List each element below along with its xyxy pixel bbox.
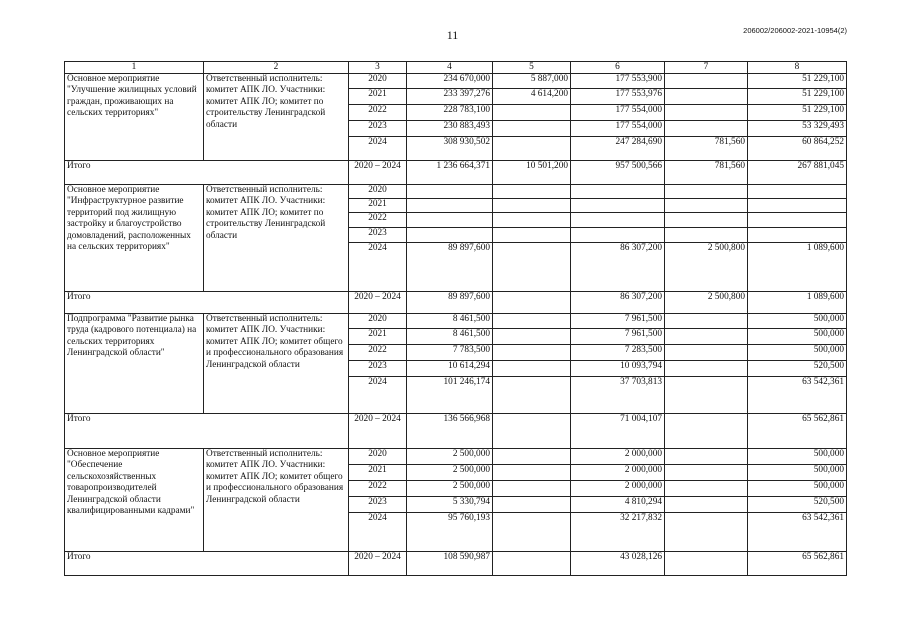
year-cell: 2024	[349, 513, 407, 552]
measure-description: Подпрограмма "Развитие рынка труда (кадрового потенциала) на сельских территориях Ленинградской области"	[65, 314, 204, 414]
total-other: 65 562,861	[748, 414, 847, 449]
regional-cell: 177 554,000	[571, 121, 665, 137]
total-label: Итого	[65, 161, 349, 185]
page-number: 11	[446, 28, 459, 42]
total-regional: 71 004,107	[571, 414, 665, 449]
total-row	[65, 414, 847, 449]
local-cell	[665, 314, 748, 329]
local-cell	[665, 465, 748, 481]
total-local: 781,560	[665, 161, 748, 185]
federal-cell	[493, 228, 571, 243]
total-years: 2020 – 2024	[349, 161, 407, 185]
table-row	[65, 314, 847, 329]
year-cell: 2020	[349, 449, 407, 465]
other-cell: 51 229,100	[748, 89, 847, 105]
local-cell	[665, 513, 748, 552]
regional-cell: 10 093,794	[571, 361, 665, 377]
total-cell: 230 883,493	[407, 121, 493, 137]
total-sum: 108 590,987	[407, 552, 493, 576]
regional-cell	[571, 199, 665, 213]
local-cell	[665, 449, 748, 465]
total-cell: 233 397,276	[407, 89, 493, 105]
total-cell: 10 614,294	[407, 361, 493, 377]
total-sum: 1 236 664,371	[407, 161, 493, 185]
federal-cell	[493, 361, 571, 377]
other-cell: 500,000	[748, 345, 847, 361]
year-cell: 2024	[349, 137, 407, 161]
executors-description: Ответственный исполнитель: комитет АПК ЛО. Участники: комитет АПК ЛО; комитет общего и профессионального образования Ленинградской области	[204, 314, 349, 414]
federal-cell	[493, 449, 571, 465]
total-cell	[407, 228, 493, 243]
total-cell: 101 246,174	[407, 377, 493, 414]
regional-cell: 177 553,900	[571, 74, 665, 89]
local-cell	[665, 213, 748, 228]
local-cell	[665, 185, 748, 199]
federal-cell	[493, 497, 571, 513]
local-cell	[665, 105, 748, 121]
total-years: 2020 – 2024	[349, 552, 407, 576]
table-row	[65, 449, 847, 465]
local-cell: 781,560	[665, 137, 748, 161]
local-cell	[665, 481, 748, 497]
regional-cell: 32 217,832	[571, 513, 665, 552]
federal-cell	[493, 105, 571, 121]
local-cell: 2 500,800	[665, 243, 748, 292]
total-label: Итого	[65, 552, 349, 576]
total-federal	[493, 552, 571, 576]
year-cell: 2022	[349, 345, 407, 361]
regional-cell: 4 810,294	[571, 497, 665, 513]
other-cell: 520,500	[748, 361, 847, 377]
other-cell	[748, 185, 847, 199]
total-row	[65, 552, 847, 576]
other-cell: 500,000	[748, 449, 847, 465]
year-cell: 2023	[349, 228, 407, 243]
total-regional: 86 307,200	[571, 292, 665, 314]
total-other: 65 562,861	[748, 552, 847, 576]
other-cell: 63 542,361	[748, 513, 847, 552]
total-cell: 5 330,794	[407, 497, 493, 513]
total-cell: 95 760,193	[407, 513, 493, 552]
column-header: 6	[571, 62, 665, 74]
federal-cell	[493, 121, 571, 137]
other-cell	[748, 228, 847, 243]
executors-description: Ответственный исполнитель: комитет АПК ЛО. Участники: комитет АПК ЛО; комитет общего и профессионального образования Ленинградской области	[204, 449, 349, 552]
year-cell: 2020	[349, 185, 407, 199]
regional-cell: 7 961,500	[571, 329, 665, 345]
other-cell	[748, 213, 847, 228]
other-cell: 500,000	[748, 465, 847, 481]
federal-cell	[493, 329, 571, 345]
year-cell: 2021	[349, 465, 407, 481]
total-row	[65, 161, 847, 185]
other-cell: 51 229,100	[748, 105, 847, 121]
other-cell: 53 329,493	[748, 121, 847, 137]
total-label: Итого	[65, 414, 349, 449]
year-cell: 2021	[349, 199, 407, 213]
total-sum: 89 897,600	[407, 292, 493, 314]
federal-cell	[493, 213, 571, 228]
total-cell: 308 930,502	[407, 137, 493, 161]
total-cell	[407, 199, 493, 213]
column-header: 1	[65, 62, 204, 74]
year-cell: 2022	[349, 105, 407, 121]
regional-cell: 177 553,976	[571, 89, 665, 105]
total-cell	[407, 185, 493, 199]
total-cell: 234 670,000	[407, 74, 493, 89]
total-cell: 8 461,500	[407, 329, 493, 345]
other-cell: 500,000	[748, 481, 847, 497]
regional-cell: 37 703,813	[571, 377, 665, 414]
other-cell: 500,000	[748, 329, 847, 345]
measure-description: Основное мероприятие "Улучшение жилищных условий граждан, проживающих на сельских территориях"	[65, 74, 204, 161]
local-cell	[665, 89, 748, 105]
other-cell: 51 229,100	[748, 74, 847, 89]
total-federal	[493, 292, 571, 314]
column-header: 2	[204, 62, 349, 74]
regional-cell: 247 284,690	[571, 137, 665, 161]
other-cell: 500,000	[748, 314, 847, 329]
measure-description: Основное мероприятие "Инфраструктурное развитие территорий под жилищную застройку и благоустройство домовладений, расположенных на сельских территориях"	[65, 185, 204, 292]
total-cell: 2 500,000	[407, 481, 493, 497]
total-years: 2020 – 2024	[349, 292, 407, 314]
column-header: 7	[665, 62, 748, 74]
column-header-row	[65, 62, 847, 74]
total-local: 2 500,800	[665, 292, 748, 314]
total-cell: 7 783,500	[407, 345, 493, 361]
total-row	[65, 292, 847, 314]
local-cell	[665, 121, 748, 137]
document-code: 206002/206002-2021-10954(2)	[743, 26, 847, 35]
year-cell: 2023	[349, 121, 407, 137]
year-cell: 2023	[349, 361, 407, 377]
total-local	[665, 552, 748, 576]
federal-cell	[493, 314, 571, 329]
regional-cell: 7 283,500	[571, 345, 665, 361]
other-cell: 60 864,252	[748, 137, 847, 161]
local-cell	[665, 377, 748, 414]
table-body	[65, 62, 847, 576]
year-cell: 2020	[349, 74, 407, 89]
federal-cell	[493, 199, 571, 213]
federal-cell	[493, 513, 571, 552]
federal-cell	[493, 377, 571, 414]
total-cell	[407, 213, 493, 228]
total-federal: 10 501,200	[493, 161, 571, 185]
year-cell: 2021	[349, 89, 407, 105]
table-row	[65, 185, 847, 199]
executors-description: Ответственный исполнитель: комитет АПК ЛО. Участники: комитет АПК ЛО; комитет по строительству Ленинградской области	[204, 74, 349, 161]
local-cell	[665, 345, 748, 361]
measure-description: Основное мероприятие "Обеспечение сельскохозяйственных товаропроизводителей Ленинградской области квалифицированными кадрами"	[65, 449, 204, 552]
total-cell: 89 897,600	[407, 243, 493, 292]
federal-cell	[493, 345, 571, 361]
federal-cell	[493, 481, 571, 497]
total-label: Итого	[65, 292, 349, 314]
year-cell: 2024	[349, 243, 407, 292]
regional-cell: 2 000,000	[571, 481, 665, 497]
table-row	[65, 74, 847, 89]
regional-cell	[571, 185, 665, 199]
total-cell: 228 783,100	[407, 105, 493, 121]
federal-cell	[493, 137, 571, 161]
other-cell: 63 542,361	[748, 377, 847, 414]
regional-cell	[571, 213, 665, 228]
year-cell: 2022	[349, 481, 407, 497]
federal-cell: 4 614,200	[493, 89, 571, 105]
total-cell: 2 500,000	[407, 465, 493, 481]
total-sum: 136 566,968	[407, 414, 493, 449]
other-cell: 520,500	[748, 497, 847, 513]
column-header: 8	[748, 62, 847, 74]
year-cell: 2021	[349, 329, 407, 345]
regional-cell: 7 961,500	[571, 314, 665, 329]
column-header: 4	[407, 62, 493, 74]
local-cell	[665, 74, 748, 89]
total-cell: 2 500,000	[407, 449, 493, 465]
local-cell	[665, 497, 748, 513]
regional-cell: 2 000,000	[571, 449, 665, 465]
local-cell	[665, 228, 748, 243]
budget-table	[64, 61, 847, 576]
local-cell	[665, 361, 748, 377]
regional-cell: 177 554,000	[571, 105, 665, 121]
year-cell: 2024	[349, 377, 407, 414]
total-other: 1 089,600	[748, 292, 847, 314]
year-cell: 2020	[349, 314, 407, 329]
federal-cell	[493, 185, 571, 199]
column-header: 3	[349, 62, 407, 74]
year-cell: 2023	[349, 497, 407, 513]
federal-cell	[493, 243, 571, 292]
federal-cell: 5 887,000	[493, 74, 571, 89]
local-cell	[665, 199, 748, 213]
total-local	[665, 414, 748, 449]
column-header: 5	[493, 62, 571, 74]
federal-cell	[493, 465, 571, 481]
total-federal	[493, 414, 571, 449]
total-years: 2020 – 2024	[349, 414, 407, 449]
executors-description: Ответственный исполнитель: комитет АПК ЛО. Участники: комитет АПК ЛО; комитет по строительству Ленинградской области	[204, 185, 349, 292]
regional-cell: 86 307,200	[571, 243, 665, 292]
total-cell: 8 461,500	[407, 314, 493, 329]
regional-cell	[571, 228, 665, 243]
total-other: 267 881,045	[748, 161, 847, 185]
local-cell	[665, 329, 748, 345]
regional-cell: 2 000,000	[571, 465, 665, 481]
total-regional: 43 028,126	[571, 552, 665, 576]
other-cell	[748, 199, 847, 213]
year-cell: 2022	[349, 213, 407, 228]
other-cell: 1 089,600	[748, 243, 847, 292]
total-regional: 957 500,566	[571, 161, 665, 185]
